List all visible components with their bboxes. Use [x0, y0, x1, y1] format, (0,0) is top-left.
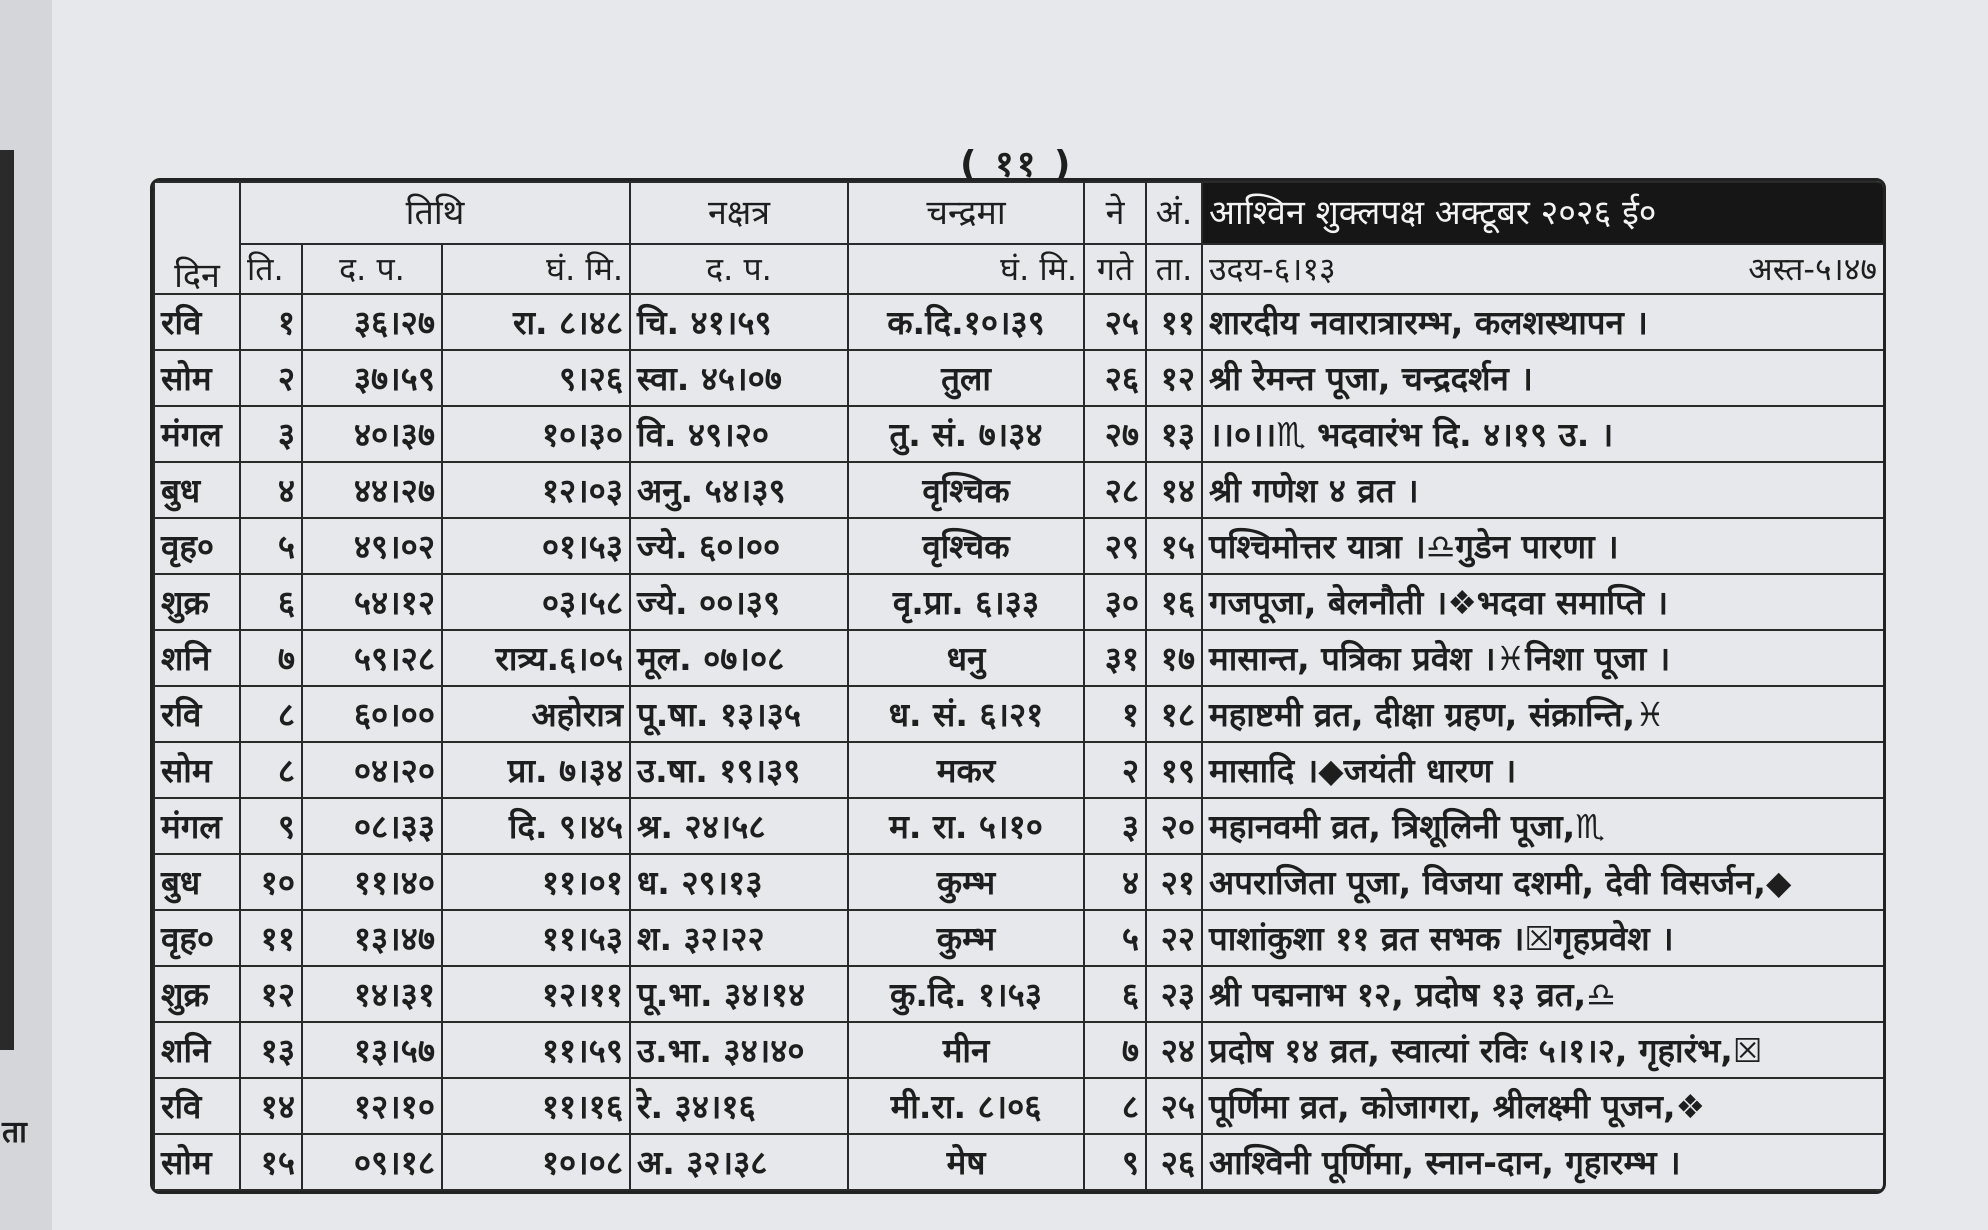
- table-row: [154, 574, 1884, 630]
- cell-tithi-ghmi: ११।०१: [442, 854, 630, 910]
- cell-gate: ३०: [1084, 574, 1146, 630]
- cell-tithi-dp: ३७।५९: [302, 350, 442, 406]
- cell-tithi-number: ५: [240, 518, 302, 574]
- cell-gate: ९: [1084, 1134, 1146, 1190]
- cell-date: १९: [1146, 742, 1202, 798]
- cell-date: २१: [1146, 854, 1202, 910]
- cell-nakshatra: ज्ये. ६०।००: [630, 518, 848, 574]
- cell-event: आश्विनी पूर्णिमा, स्नान-दान, गृहारम्भ ।: [1202, 1134, 1884, 1190]
- table-row: [154, 1078, 1884, 1134]
- page-number: ( ११ ): [960, 144, 1074, 185]
- cell-gate: २९: [1084, 518, 1146, 574]
- cell-gate: ५: [1084, 910, 1146, 966]
- cell-day: शनि: [154, 1022, 240, 1078]
- cell-gate: २६: [1084, 350, 1146, 406]
- cell-gate: ६: [1084, 966, 1146, 1022]
- header-din: दिन: [154, 182, 240, 294]
- cell-date: १२: [1146, 350, 1202, 406]
- panchang-table-frame: [150, 178, 1886, 1194]
- cell-date: २२: [1146, 910, 1202, 966]
- cell-tithi-number: १०: [240, 854, 302, 910]
- cell-event: श्री रेमन्त पूजा, चन्द्रदर्शन ।: [1202, 350, 1884, 406]
- cell-event: श्री गणेश ४ व्रत ।: [1202, 462, 1884, 518]
- cell-tithi-ghmi: १०।०८: [442, 1134, 630, 1190]
- cell-tithi-ghmi: प्रा. ७।३४: [442, 742, 630, 798]
- table-row: [154, 742, 1884, 798]
- header-ne: ने: [1084, 182, 1146, 244]
- header-row-sub: [154, 244, 1884, 294]
- header-nakshatra-dp: द. प.: [630, 244, 848, 294]
- adjacent-page-binding: [0, 150, 14, 1050]
- cell-day: रवि: [154, 686, 240, 742]
- panchang-table: [153, 181, 1885, 1191]
- cell-nakshatra: अनु. ५४।३९: [630, 462, 848, 518]
- cell-chandrama: मीन: [848, 1022, 1084, 1078]
- cell-day: रवि: [154, 294, 240, 350]
- cell-event: मासान्त, पत्रिका प्रवेश ।♓निशा पूजा ।: [1202, 630, 1884, 686]
- cell-tithi-ghmi: अहोरात्र: [442, 686, 630, 742]
- cell-tithi-ghmi: ११।५३: [442, 910, 630, 966]
- cell-chandrama: कुम्भ: [848, 910, 1084, 966]
- cell-date: १४: [1146, 462, 1202, 518]
- cell-tithi-number: ७: [240, 630, 302, 686]
- cell-gate: ८: [1084, 1078, 1146, 1134]
- cell-tithi-ghmi: रा. ८।४८: [442, 294, 630, 350]
- table-row: [154, 462, 1884, 518]
- cell-tithi-number: २: [240, 350, 302, 406]
- header-nakshatra: नक्षत्र: [630, 182, 848, 244]
- cell-day: सोम: [154, 742, 240, 798]
- cell-date: १८: [1146, 686, 1202, 742]
- cell-tithi-dp: ४४।२७: [302, 462, 442, 518]
- cell-day: शुक्र: [154, 574, 240, 630]
- cell-tithi-dp: ४०।३७: [302, 406, 442, 462]
- cell-date: २६: [1146, 1134, 1202, 1190]
- cell-tithi-dp: ०८।३३: [302, 798, 442, 854]
- cell-tithi-dp: १२।१०: [302, 1078, 442, 1134]
- cell-tithi-ghmi: ०३।५८: [442, 574, 630, 630]
- cell-nakshatra: ज्ये. ००।३९: [630, 574, 848, 630]
- cell-gate: २५: [1084, 294, 1146, 350]
- header-ta: ता.: [1146, 244, 1202, 294]
- cell-tithi-dp: १४।३१: [302, 966, 442, 1022]
- cell-date: ११: [1146, 294, 1202, 350]
- cell-tithi-dp: १३।५७: [302, 1022, 442, 1078]
- sun-times: [1202, 244, 1884, 294]
- cell-tithi-number: १२: [240, 966, 302, 1022]
- cell-chandrama: वृश्चिक: [848, 462, 1084, 518]
- cell-nakshatra: ध. २९।१३: [630, 854, 848, 910]
- cell-tithi-dp: ६०।००: [302, 686, 442, 742]
- cell-tithi-dp: १३।४७: [302, 910, 442, 966]
- cell-gate: २७: [1084, 406, 1146, 462]
- table-row: [154, 1022, 1884, 1078]
- table-row: [154, 630, 1884, 686]
- adjacent-page-text-fragment: ता: [2, 1115, 27, 1150]
- cell-chandrama: कु.दि. १।५३: [848, 966, 1084, 1022]
- cell-nakshatra: श. ३२।२२: [630, 910, 848, 966]
- cell-tithi-ghmi: दि. ९।४५: [442, 798, 630, 854]
- cell-day: मंगल: [154, 406, 240, 462]
- cell-chandrama: म. रा. ५।१०: [848, 798, 1084, 854]
- header-chandrama-ghmi: घं. मि.: [848, 244, 1084, 294]
- cell-tithi-number: ९: [240, 798, 302, 854]
- table-row: [154, 406, 1884, 462]
- header-an: अं.: [1146, 182, 1202, 244]
- cell-day: रवि: [154, 1078, 240, 1134]
- cell-nakshatra: स्वा. ४५।०७: [630, 350, 848, 406]
- cell-nakshatra: चि. ४१।५९: [630, 294, 848, 350]
- cell-chandrama: तु. सं. ७।३४: [848, 406, 1084, 462]
- header-tithi: तिथि: [240, 182, 630, 244]
- cell-tithi-number: १५: [240, 1134, 302, 1190]
- header-chandrama: चन्द्रमा: [848, 182, 1084, 244]
- cell-date: १६: [1146, 574, 1202, 630]
- cell-chandrama: धनु: [848, 630, 1084, 686]
- cell-tithi-number: ११: [240, 910, 302, 966]
- cell-date: १५: [1146, 518, 1202, 574]
- cell-tithi-number: ८: [240, 742, 302, 798]
- cell-tithi-dp: ०९।१८: [302, 1134, 442, 1190]
- cell-event: गजपूजा, बेलनौती ।❖भदवा समाप्ति ।: [1202, 574, 1884, 630]
- cell-day: बुध: [154, 854, 240, 910]
- cell-event: महाष्टमी व्रत, दीक्षा ग्रहण, संक्रान्ति,♓: [1202, 686, 1884, 742]
- cell-nakshatra: उ.भा. ३४।४०: [630, 1022, 848, 1078]
- cell-day: मंगल: [154, 798, 240, 854]
- cell-tithi-ghmi: रात्र्य.६।०५: [442, 630, 630, 686]
- cell-event: पूर्णिमा व्रत, कोजागरा, श्रीलक्ष्मी पूजन,❖: [1202, 1078, 1884, 1134]
- cell-tithi-dp: ०४।२०: [302, 742, 442, 798]
- cell-nakshatra: वि. ४९।२०: [630, 406, 848, 462]
- month-title: आश्विन शुक्लपक्ष अक्टूबर २०२६ ई०: [1202, 182, 1884, 244]
- cell-tithi-ghmi: १२।११: [442, 966, 630, 1022]
- cell-nakshatra: अ. ३२।३८: [630, 1134, 848, 1190]
- cell-tithi-ghmi: ११।१६: [442, 1078, 630, 1134]
- cell-tithi-number: १: [240, 294, 302, 350]
- cell-chandrama: वृ.प्रा. ६।३३: [848, 574, 1084, 630]
- table-row: [154, 1134, 1884, 1190]
- cell-event: अपराजिता पूजा, विजया दशमी, देवी विसर्जन,◆: [1202, 854, 1884, 910]
- table-row: [154, 798, 1884, 854]
- header-gate: गते: [1084, 244, 1146, 294]
- sunrise-time: उदय-६।१३: [1209, 250, 1336, 288]
- cell-tithi-ghmi: १०।३०: [442, 406, 630, 462]
- cell-tithi-dp: ५९।२८: [302, 630, 442, 686]
- cell-date: २०: [1146, 798, 1202, 854]
- cell-tithi-number: १४: [240, 1078, 302, 1134]
- cell-nakshatra: मूल. ०७।०८: [630, 630, 848, 686]
- cell-day: शनि: [154, 630, 240, 686]
- cell-tithi-number: ८: [240, 686, 302, 742]
- cell-chandrama: मी.रा. ८।०६: [848, 1078, 1084, 1134]
- table-row: [154, 518, 1884, 574]
- adjacent-page-edge: [0, 0, 54, 1230]
- cell-gate: ३: [1084, 798, 1146, 854]
- cell-nakshatra: उ.षा. १९।३९: [630, 742, 848, 798]
- cell-tithi-number: ३: [240, 406, 302, 462]
- cell-gate: २८: [1084, 462, 1146, 518]
- cell-day: वृह०: [154, 910, 240, 966]
- cell-day: बुध: [154, 462, 240, 518]
- cell-day: सोम: [154, 1134, 240, 1190]
- header-tithi-number: ति.: [240, 244, 302, 294]
- cell-chandrama: कुम्भ: [848, 854, 1084, 910]
- cell-tithi-number: १३: [240, 1022, 302, 1078]
- cell-event: पश्चिमोत्तर यात्रा ।♎गुडेन पारणा ।: [1202, 518, 1884, 574]
- header-tithi-ghmi: घं. मि.: [442, 244, 630, 294]
- cell-date: १७: [1146, 630, 1202, 686]
- cell-date: १३: [1146, 406, 1202, 462]
- table-row: [154, 294, 1884, 350]
- cell-gate: ७: [1084, 1022, 1146, 1078]
- cell-tithi-ghmi: १२।०३: [442, 462, 630, 518]
- cell-event: प्रदोष १४ व्रत, स्वात्यां रविः ५।१।२, गृहारंभ,☒: [1202, 1022, 1884, 1078]
- cell-date: २५: [1146, 1078, 1202, 1134]
- cell-date: २४: [1146, 1022, 1202, 1078]
- table-row: [154, 966, 1884, 1022]
- cell-event: ।।०।।♏ भदवारंभ दि. ४।१९ उ. ।: [1202, 406, 1884, 462]
- cell-tithi-dp: ३६।२७: [302, 294, 442, 350]
- cell-chandrama: ध. सं. ६।२१: [848, 686, 1084, 742]
- cell-nakshatra: रे. ३४।१६: [630, 1078, 848, 1134]
- header-row-top: [154, 182, 1884, 244]
- cell-event: मासादि ।◆जयंती धारण ।: [1202, 742, 1884, 798]
- cell-gate: १: [1084, 686, 1146, 742]
- cell-day: शुक्र: [154, 966, 240, 1022]
- cell-day: सोम: [154, 350, 240, 406]
- table-row: [154, 350, 1884, 406]
- cell-gate: २: [1084, 742, 1146, 798]
- cell-tithi-dp: ४९।०२: [302, 518, 442, 574]
- table-row: [154, 910, 1884, 966]
- sunset-time: अस्त-५।४७: [1748, 250, 1878, 288]
- cell-date: २३: [1146, 966, 1202, 1022]
- cell-chandrama: वृश्चिक: [848, 518, 1084, 574]
- cell-chandrama: तुला: [848, 350, 1084, 406]
- cell-chandrama: मकर: [848, 742, 1084, 798]
- cell-tithi-ghmi: ११।५९: [442, 1022, 630, 1078]
- cell-day: वृह०: [154, 518, 240, 574]
- table-row: [154, 686, 1884, 742]
- header-tithi-dp: द. प.: [302, 244, 442, 294]
- cell-event: महानवमी व्रत, त्रिशूलिनी पूजा,♏: [1202, 798, 1884, 854]
- cell-event: श्री पद्मनाभ १२, प्रदोष १३ व्रत,♎: [1202, 966, 1884, 1022]
- cell-nakshatra: पू.षा. १३।३५: [630, 686, 848, 742]
- cell-tithi-dp: ११।४०: [302, 854, 442, 910]
- cell-event: शारदीय नवारात्रारम्भ, कलशस्थापन ।: [1202, 294, 1884, 350]
- cell-tithi-number: ४: [240, 462, 302, 518]
- cell-nakshatra: श्र. २४।५८: [630, 798, 848, 854]
- cell-tithi-dp: ५४।१२: [302, 574, 442, 630]
- cell-chandrama: क.दि.१०।३९: [848, 294, 1084, 350]
- cell-event: पाशांकुशा ११ व्रत सभक ।☒गृहप्रवेश ।: [1202, 910, 1884, 966]
- cell-chandrama: मेष: [848, 1134, 1084, 1190]
- cell-nakshatra: पू.भा. ३४।१४: [630, 966, 848, 1022]
- cell-gate: ४: [1084, 854, 1146, 910]
- cell-tithi-ghmi: ०१।५३: [442, 518, 630, 574]
- table-row: [154, 854, 1884, 910]
- cell-gate: ३१: [1084, 630, 1146, 686]
- cell-tithi-ghmi: ९।२६: [442, 350, 630, 406]
- cell-tithi-number: ६: [240, 574, 302, 630]
